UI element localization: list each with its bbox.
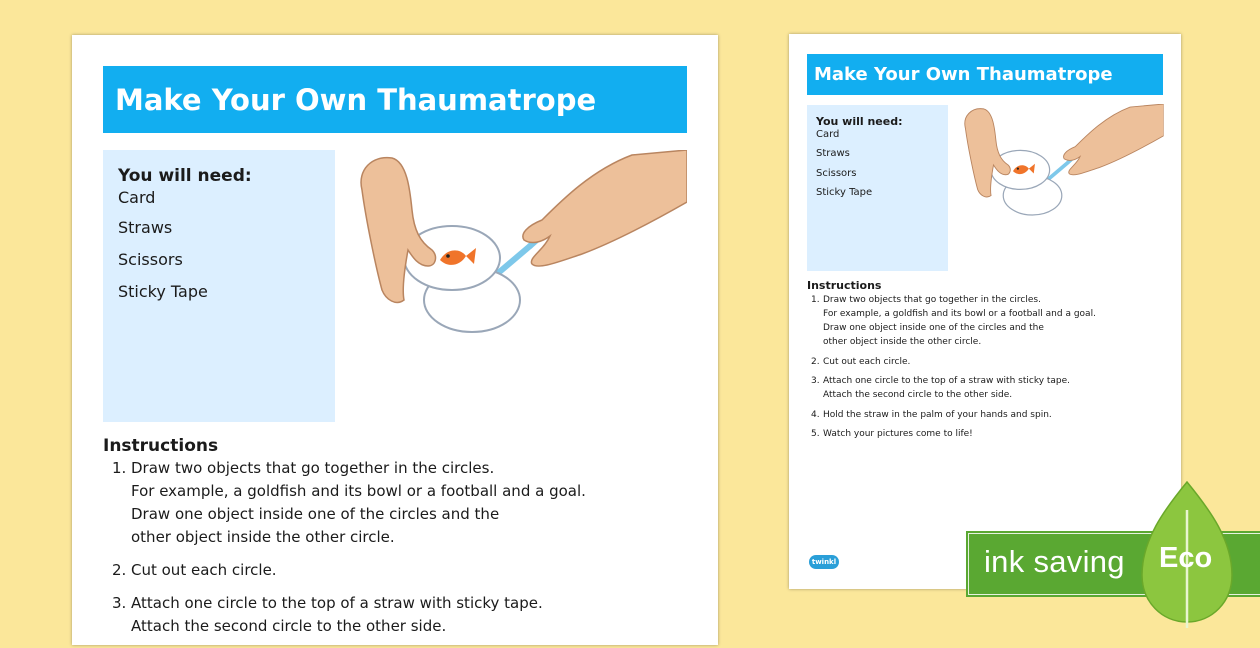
instructions-list: [112, 457, 672, 648]
ink-saving-label: ink saving: [984, 544, 1125, 579]
instruction-step: 1. Draw two objects that go together in the circles. For example, a goldfish and its bowl or a football and a goal. Draw one object inside one of the circles and the other object inside the other circle.: [811, 295, 1096, 347]
instruction-step: 3. Attach one circle to the top of a straw with sticky tape. Attach the second circle to the other side.: [811, 376, 1071, 400]
instruction-step: 1. Draw two objects that go together in the circles. For example, a goldfish and its bowl or a football and a goal. Draw one object inside one of the circles and the other object inside the other circle.: [112, 459, 586, 546]
eco-label: Eco: [1159, 542, 1213, 574]
needs-item: Scissors: [118, 250, 183, 269]
needs-heading: You will need:: [816, 115, 903, 128]
needs-heading: You will need:: [118, 166, 252, 186]
instruction-step: 5. Watch your pictures come to life!: [811, 429, 973, 439]
needs-item: Sticky Tape: [118, 282, 208, 301]
instructions-heading: Instructions: [807, 279, 882, 292]
needs-item: Scissors: [816, 167, 857, 179]
instruction-step: 4. Hold the straw in the palm of your hands and spin.: [811, 409, 1052, 420]
instructions-list: [811, 293, 1151, 447]
you-will-need-box: [103, 150, 335, 422]
thaumatrope-illustration: [959, 104, 1164, 226]
needs-list: [118, 186, 320, 308]
needs-item: Straws: [118, 218, 173, 237]
instruction-step: 3. Attach one circle to the top of a straw with sticky tape. Attach the second circle to the other side.: [112, 594, 543, 635]
page-title: Make Your Own Thaumatrope: [103, 66, 687, 133]
instruction-step: 2. Cut out each circle.: [811, 356, 911, 367]
needs-item: Straws: [816, 148, 850, 159]
page-title: Make Your Own Thaumatrope: [807, 54, 1163, 95]
needs-item: Sticky Tape: [816, 187, 873, 198]
needs-list: [816, 128, 939, 203]
twinkl-logo: twinkl: [809, 555, 839, 569]
thaumatrope-illustration: [352, 150, 687, 350]
instruction-step: 2. Cut out each circle.: [112, 561, 277, 579]
needs-item: Card: [816, 129, 840, 140]
instructions-heading: Instructions: [103, 436, 219, 456]
worksheet-page-large: [72, 35, 718, 645]
worksheet-page-small: [789, 34, 1181, 589]
you-will-need-box: [807, 105, 948, 271]
needs-item: Card: [118, 188, 156, 207]
